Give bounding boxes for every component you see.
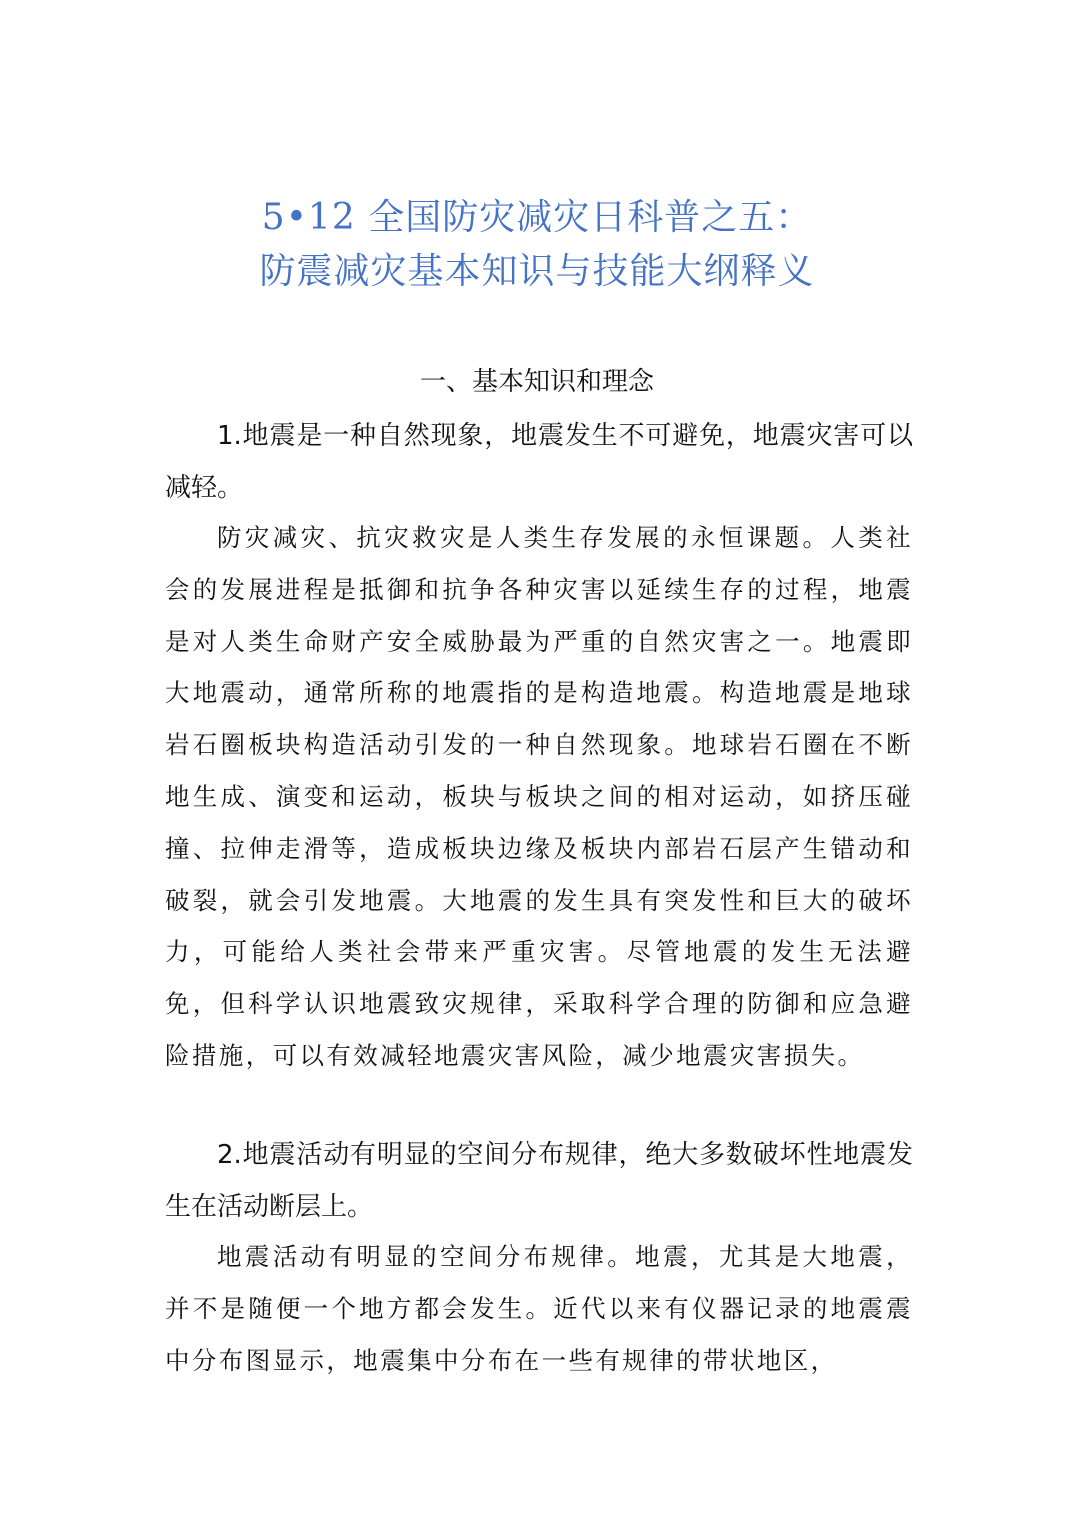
item-2-heading: 2.地震活动有明显的空间分布规律，绝大多数破坏性地震发生在活动断层上。 xyxy=(165,1140,913,1222)
document-title-line-2: 防震减灾基本知识与技能大纲释义 xyxy=(259,251,815,292)
section-heading: 一、基本知识和理念 xyxy=(419,367,654,397)
item-1-heading: 1.地震是一种自然现象，地震发生不可避免，地震灾害可以减轻。 xyxy=(165,421,913,503)
item-2-paragraph: 地震活动有明显的空间分布规律。地震，尤其是大地震，并不是随便一个地方都会发生。近代以来有仪器记录的地震震中分布图显示，地震集中分布在一些有规律的带状地区， xyxy=(165,1242,913,1375)
item-1-paragraph: 防灾减灾、抗灾救灾是人类生存发展的永恒课题。人类社会的发展进程是抵御和抗争各种灾害以延续生存的过程，地震是对人类生命财产安全威胁最为严重的自然灾害之一。地震即大地震动，通常所称的地震指的是构造地震。构造地震是地球岩石圈板块构造活动引发的一种自然现象。地球岩石圈在不断地生成、演变和运动，板块与板块之间的相对运动，如挤压碰撞、拉伸走滑等，造成板块边缘及板块内部岩石层产生错动和破裂，就会引发地震。大地震的发生具有突发性和巨大的破坏力，可能给人类社会带来严重灾害。尽管地震的发生无法避免，但科学认识地震致灾规律，采取科学合理的防御和应急避险措施，可以有效减轻地震灾害风险，减少地震灾害损失。 xyxy=(165,523,913,1070)
document-title-line-1: 5•12 全国防灾减灾日科普之五： xyxy=(261,197,813,238)
